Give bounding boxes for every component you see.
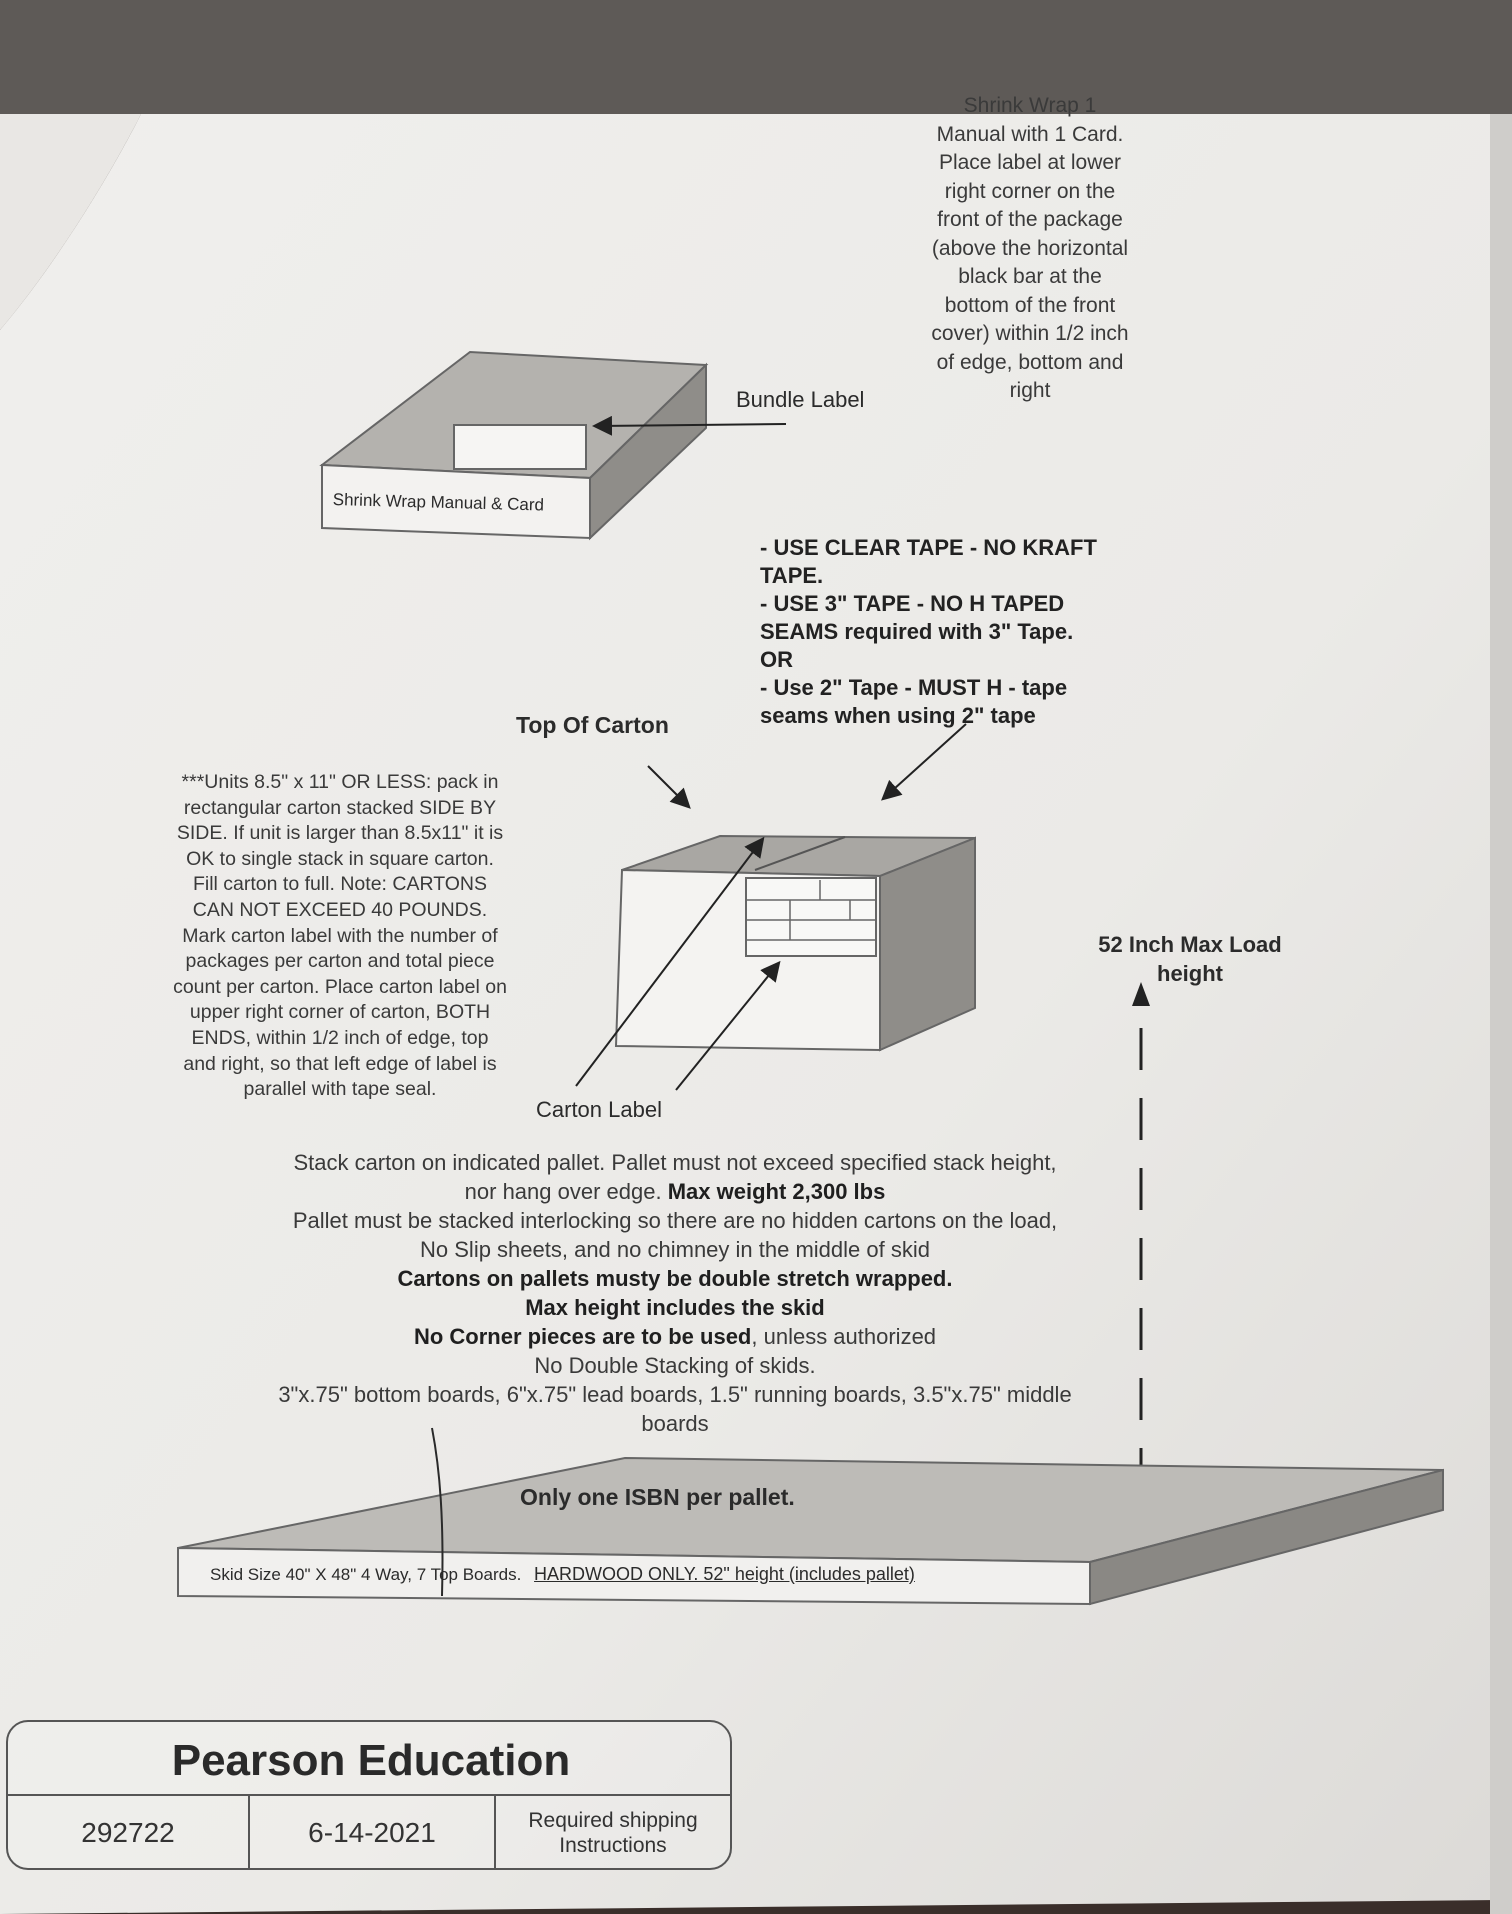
company-name: Pearson Education: [171, 1736, 571, 1785]
description-line: Required shipping: [528, 1809, 698, 1832]
carton-note-line: and right, so that left edge of label is: [183, 1052, 497, 1075]
note-line: bottom of the front: [944, 293, 1116, 317]
carton-note-line: OK to single stack in square carton.: [186, 847, 494, 870]
skid-size-text: [210, 1564, 915, 1585]
carton-note-line: parallel with tape seal.: [243, 1078, 437, 1101]
skid-text: Skid Size 40" X 48" 4 Way, 7 Top Boards.: [210, 1565, 522, 1584]
inst-line: [200, 1177, 1150, 1206]
inst-text: , unless authorized: [751, 1324, 937, 1349]
pallet-instructions: [200, 1148, 1150, 1438]
inst-line: Pallet must be stacked interlocking so there are no hidden cartons on the load,: [292, 1208, 1058, 1233]
inst-line-bold: Cartons on pallets musty be double stretch wrapped.: [397, 1266, 953, 1291]
pallet-top-text: Only one ISBN per pallet.: [520, 1484, 795, 1510]
carton-note-line: Mark carton label with the number of: [182, 924, 498, 947]
carton-notes: [130, 770, 550, 1103]
document-description: [496, 1796, 730, 1870]
carton-note-line: CAN NOT EXCEED 40 POUNDS.: [192, 898, 488, 921]
tape-line: SEAMS required with 3" Tape.: [760, 619, 1074, 644]
bundle-label-caption: Bundle Label: [736, 387, 865, 412]
note-line: cover) within 1/2 inch: [931, 322, 1129, 345]
note-line: Shrink Wrap 1: [963, 94, 1097, 117]
carton-note-line: Fill carton to full. Note: CARTONS: [192, 873, 488, 896]
note-line: Place label at lower: [938, 151, 1122, 174]
tape-line: - Use 2" Tape - MUST H - tape: [760, 675, 1068, 700]
carton-note-line: ENDS, within 1/2 inch of edge, top: [191, 1026, 489, 1049]
document-date: 6-14-2021: [308, 1817, 436, 1848]
inst-line: [200, 1322, 1150, 1351]
shrink-wrap-note: [900, 92, 1160, 406]
inst-line: No Slip sheets, and no chimney in the middle of skid: [420, 1237, 930, 1262]
description-line: Instructions: [559, 1834, 667, 1857]
carton-note-line: packages per carton and total piece: [185, 950, 495, 973]
title-block: [6, 1720, 732, 1870]
max-load-line: 52 Inch Max Load: [1098, 932, 1282, 957]
max-load-line: height: [1157, 961, 1223, 986]
inst-line: boards: [641, 1411, 709, 1436]
tape-instructions: [760, 534, 1160, 730]
inst-text: nor hang over edge.: [464, 1179, 668, 1204]
note-line: black bar at the: [958, 265, 1102, 288]
max-weight-text: Max weight 2,300 lbs: [667, 1179, 886, 1204]
note-line: Manual with 1 Card.: [936, 122, 1124, 146]
carton-note-line: upper right corner of carton, BOTH: [189, 1001, 491, 1024]
document-number: 292722: [81, 1817, 175, 1848]
note-line: of edge, bottom and: [936, 350, 1124, 374]
tape-line: seams when using 2" tape: [760, 703, 1036, 728]
note-line: right: [1009, 379, 1051, 402]
note-line: right corner on the: [944, 179, 1116, 203]
skid-text-underlined: HARDWOOD ONLY. 52" height (includes pallet): [534, 1564, 915, 1584]
top-shadow-band: [0, 0, 1512, 114]
inst-line: 3"x.75" bottom boards, 6"x.75" lead boards, 1.5" running boards, 3.5"x.75" middle: [278, 1382, 1072, 1407]
corner-pieces-text: No Corner pieces are to be used: [413, 1324, 752, 1349]
carton-note-line: SIDE. If unit is larger than 8.5x11" it is: [176, 822, 504, 845]
tape-line: TAPE.: [760, 563, 824, 588]
tape-line: - USE 3" TAPE - NO H TAPED: [760, 591, 1065, 616]
note-line: (above the horizontal: [931, 236, 1129, 260]
carton-note-line: ***Units 8.5" x 11" OR LESS: pack in: [181, 771, 499, 793]
carton-note-line: count per carton. Place carton label on: [173, 975, 507, 998]
carton-label-caption: Carton Label: [536, 1097, 662, 1122]
max-load-caption: [1080, 930, 1300, 988]
carton-note-line: rectangular carton stacked SIDE BY: [183, 796, 497, 819]
tape-line: OR: [760, 647, 793, 672]
inst-line: Stack carton on indicated pallet. Pallet must not exceed specified stack height,: [293, 1150, 1057, 1175]
top-of-carton-caption: Top Of Carton: [516, 712, 669, 738]
note-line: front of the package: [937, 208, 1123, 231]
inst-line-bold: Max height includes the skid: [525, 1295, 825, 1320]
bundle-box-text: Shrink Wrap Manual & Card: [332, 490, 545, 515]
inst-line: No Double Stacking of skids.: [534, 1353, 816, 1378]
tape-line: - USE CLEAR TAPE - NO KRAFT: [760, 535, 1097, 560]
